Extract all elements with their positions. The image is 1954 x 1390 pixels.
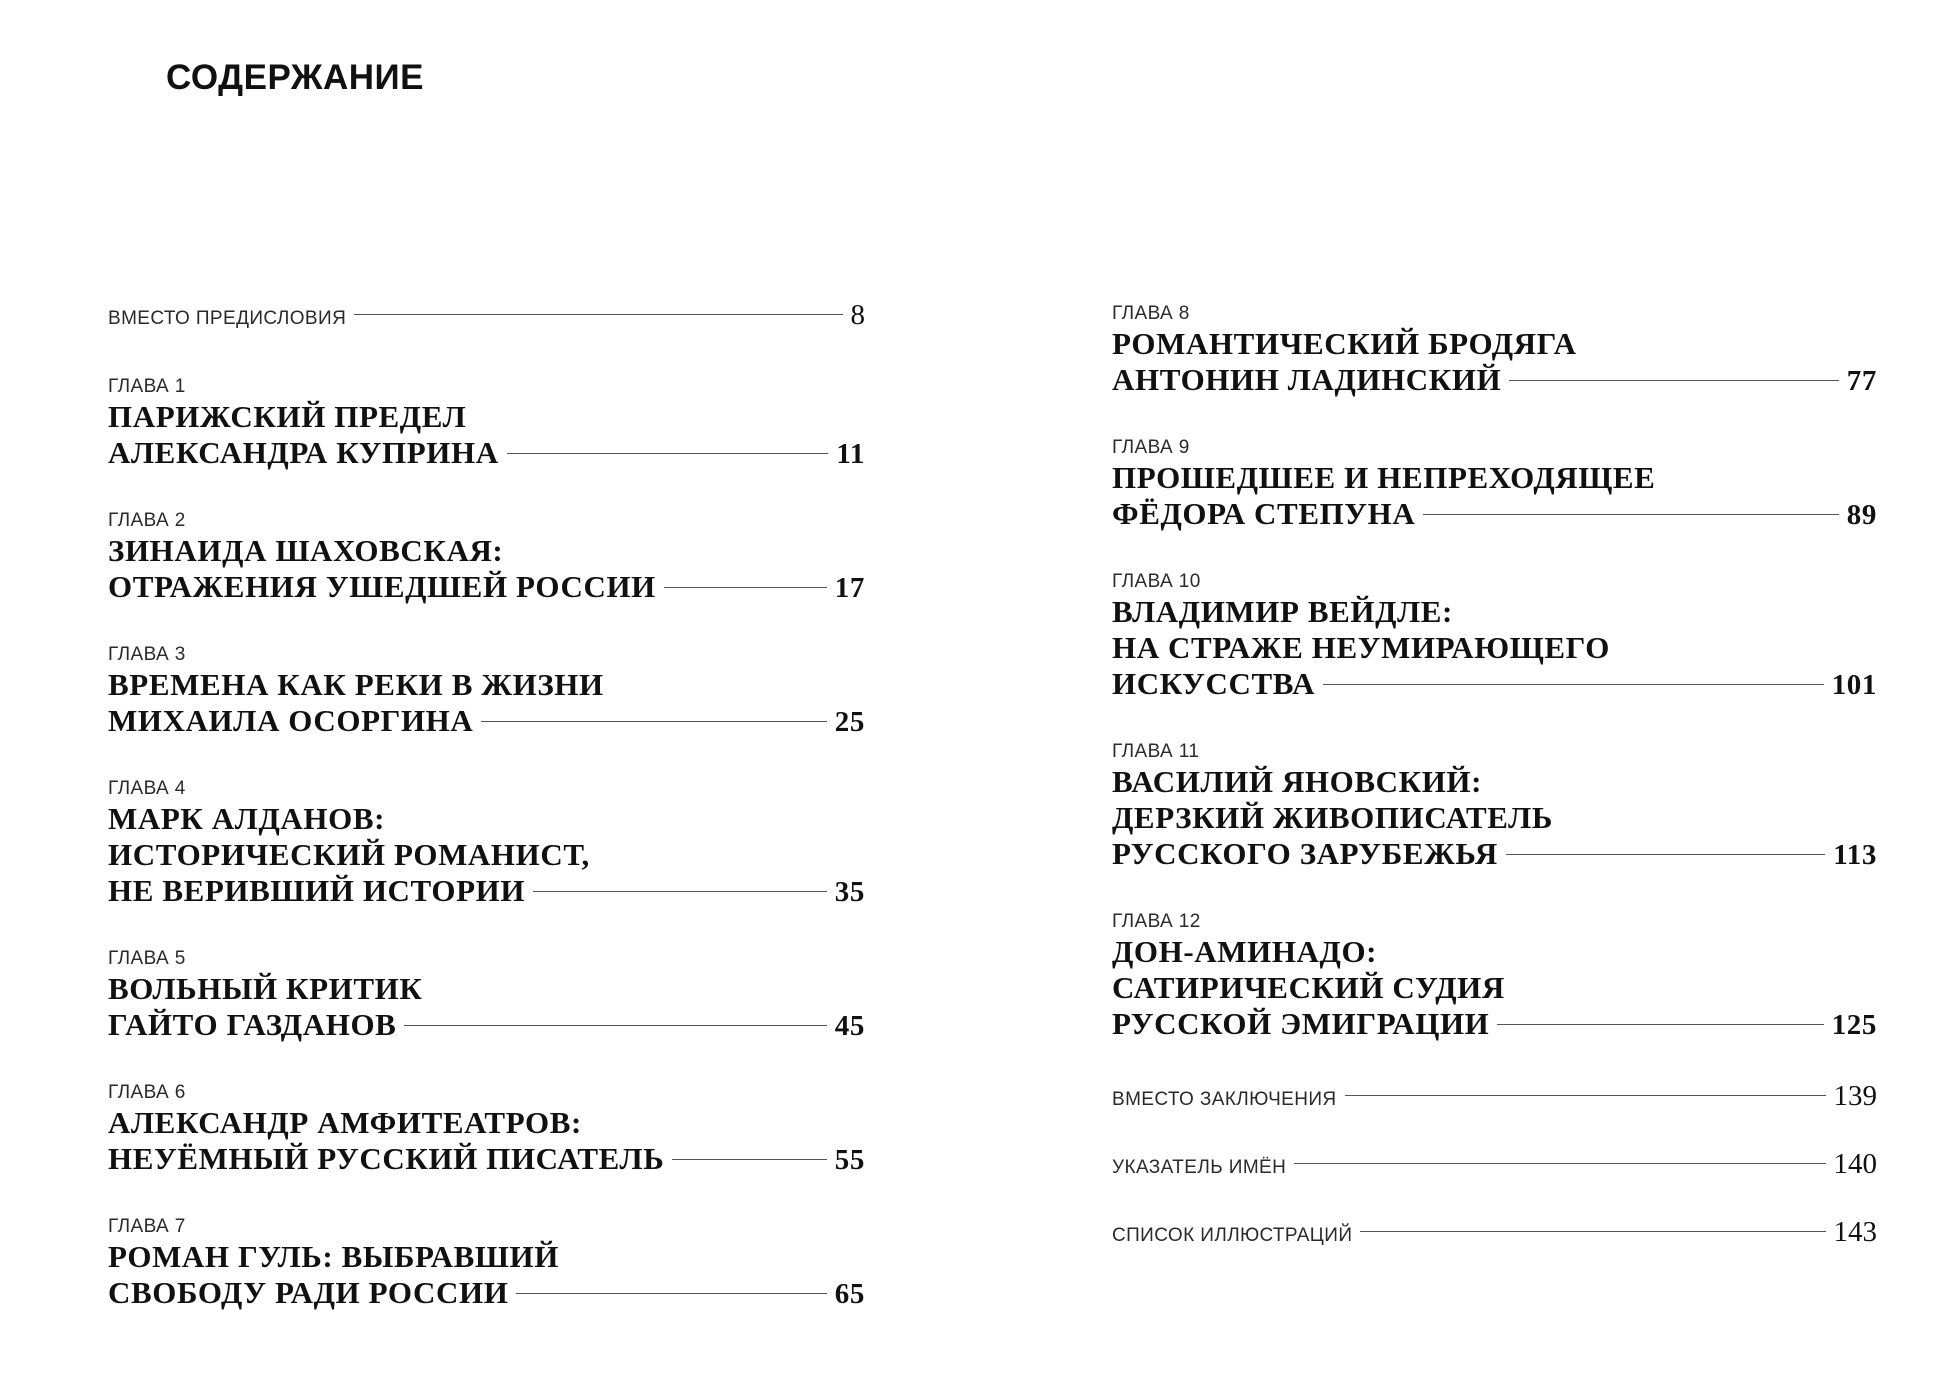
dot-leader <box>481 721 826 722</box>
chapter-number-label: ГЛАВА 9 <box>1112 437 1190 458</box>
toc-right-column <box>1112 302 1877 1284</box>
chapter-title-line <box>1112 460 1877 496</box>
chapter-number-label: ГЛАВА 3 <box>108 644 186 665</box>
toc-entry-chapter[interactable] <box>108 509 865 605</box>
chapter-title-text: СВОБОДУ РАДИ РОССИИ <box>108 1275 509 1310</box>
page-number: 45 <box>834 1010 865 1042</box>
chapter-title-text: ВРЕМЕНА КАК РЕКИ В ЖИЗНИ <box>108 667 604 702</box>
chapter-title-line <box>108 533 865 569</box>
page-number: 55 <box>834 1144 865 1176</box>
toc-entry-chapter[interactable] <box>108 375 865 471</box>
dot-leader <box>1323 684 1824 685</box>
entry-label: СПИСОК ИЛЛЮСТРАЦИЙ <box>1112 1225 1353 1246</box>
page-number: 125 <box>1831 1009 1877 1041</box>
chapter-title-text: РУССКОЙ ЭМИГРАЦИИ <box>1112 1006 1490 1041</box>
chapter-number-label: ГЛАВА 8 <box>1112 303 1190 324</box>
dot-leader <box>672 1159 826 1160</box>
chapter-number-label: ГЛАВА 7 <box>108 1216 186 1237</box>
chapter-title-text: ПРОШЕДШЕЕ И НЕПРЕХОДЯЩЕЕ <box>1112 460 1656 495</box>
left-chapter-list <box>108 375 865 1311</box>
toc-entry-chapter[interactable] <box>108 777 865 909</box>
page-number: 139 <box>1833 1080 1877 1112</box>
page-number: 77 <box>1846 365 1877 397</box>
dot-leader <box>1294 1163 1825 1164</box>
chapter-title-last-line <box>1112 836 1877 872</box>
toc-entry-foreword[interactable] <box>108 299 865 367</box>
chapter-title-line <box>108 399 865 435</box>
chapter-number-label: ГЛАВА 4 <box>108 778 186 799</box>
dot-leader <box>507 453 829 454</box>
chapter-title-last-line <box>1112 362 1877 398</box>
chapter-title-last-line <box>108 873 865 909</box>
dot-leader <box>1423 514 1838 515</box>
chapter-title-last-line <box>1112 666 1877 702</box>
chapter-title-line <box>1112 764 1877 800</box>
page-number: 11 <box>836 438 865 470</box>
chapter-number-label: ГЛАВА 12 <box>1112 911 1201 932</box>
chapter-title-text: ВОЛЬНЫЙ КРИТИК <box>108 971 423 1006</box>
chapter-title-line <box>108 971 865 1007</box>
chapter-title-text: ПАРИЖСКИЙ ПРЕДЕЛ <box>108 399 467 434</box>
chapter-title-text: ГАЙТО ГАЗДАНОВ <box>108 1007 397 1042</box>
dot-leader <box>533 891 827 892</box>
page-number: 25 <box>834 706 865 738</box>
chapter-title-text: НЕУЁМНЫЙ РУССКИЙ ПИСАТЕЛЬ <box>108 1141 665 1176</box>
chapter-title-line <box>1112 594 1877 630</box>
chapter-title-last-line <box>108 1007 865 1043</box>
chapter-number-label: ГЛАВА 10 <box>1112 571 1201 592</box>
chapter-title-text: РОМАН ГУЛЬ: ВЫБРАВШИЙ <box>108 1239 559 1274</box>
dot-leader <box>516 1293 826 1294</box>
page-number: 17 <box>834 572 865 604</box>
chapter-title-text: МАРК АЛДАНОВ: <box>108 801 386 836</box>
page-number: 65 <box>834 1278 865 1310</box>
chapter-title-line <box>1112 800 1877 836</box>
toc-entry-chapter[interactable] <box>1112 910 1877 1042</box>
toc-left-column <box>108 299 865 1349</box>
toc-entry-backmatter[interactable] <box>1112 1216 1877 1284</box>
chapter-title-text: ДОН-АМИНАДО: <box>1112 934 1378 969</box>
dot-leader <box>404 1025 826 1026</box>
chapter-title-text: РУССКОГО ЗАРУБЕЖЬЯ <box>1112 836 1498 871</box>
toc-entry-chapter[interactable] <box>108 947 865 1043</box>
dot-leader <box>354 314 842 315</box>
chapter-title-line <box>1112 630 1877 666</box>
page-number: 8 <box>850 299 865 331</box>
dot-leader <box>1345 1095 1826 1096</box>
chapter-title-text: РОМАНТИЧЕСКИЙ БРОДЯГА <box>1112 326 1577 361</box>
chapter-title-last-line <box>108 703 865 739</box>
page-number: 143 <box>1833 1216 1877 1248</box>
page-number: 89 <box>1846 499 1877 531</box>
chapter-number-label: ГЛАВА 1 <box>108 376 186 397</box>
chapter-number-label: ГЛАВА 11 <box>1112 741 1200 762</box>
toc-entry-backmatter[interactable] <box>1112 1148 1877 1216</box>
chapter-title-line <box>108 667 865 703</box>
chapter-title-text: НЕ ВЕРИВШИЙ ИСТОРИИ <box>108 873 526 908</box>
chapter-title-text: ВАСИЛИЙ ЯНОВСКИЙ: <box>1112 764 1483 799</box>
toc-entry-chapter[interactable] <box>1112 740 1877 872</box>
chapter-title-line <box>108 837 865 873</box>
chapter-number-label: ГЛАВА 2 <box>108 510 186 531</box>
toc-entry-chapter[interactable] <box>108 1081 865 1177</box>
page-number: 140 <box>1833 1148 1877 1180</box>
chapter-title-last-line <box>1112 1006 1877 1042</box>
toc-entry-chapter[interactable] <box>108 1215 865 1311</box>
page-number: 35 <box>834 876 865 908</box>
page-number: 101 <box>1831 669 1877 701</box>
chapter-number-label: ГЛАВА 6 <box>108 1082 186 1103</box>
dot-leader <box>1506 854 1825 855</box>
chapter-title-line <box>108 801 865 837</box>
chapter-title-text: ВЛАДИМИР ВЕЙДЛЕ: <box>1112 594 1453 629</box>
chapter-title-text: АЛЕКСАНДР АМФИТЕАТРОВ: <box>108 1105 582 1140</box>
page-title: СОДЕРЖАНИЕ <box>166 58 425 97</box>
toc-entry-chapter[interactable] <box>1112 436 1877 532</box>
chapter-title-line <box>1112 934 1877 970</box>
entry-label: ВМЕСТО ПРЕДИСЛОВИЯ <box>108 308 347 329</box>
chapter-title-text: ДЕРЗКИЙ ЖИВОПИСАТЕЛЬ <box>1112 800 1553 835</box>
toc-entry-chapter[interactable] <box>1112 302 1877 398</box>
chapter-title-text: ЗИНАИДА ШАХОВСКАЯ: <box>108 533 504 568</box>
chapter-title-text: НА СТРАЖЕ НЕУМИРАЮЩЕГО <box>1112 630 1610 665</box>
toc-entry-backmatter[interactable] <box>1112 1080 1877 1148</box>
chapter-number-label: ГЛАВА 5 <box>108 948 186 969</box>
chapter-title-last-line <box>1112 496 1877 532</box>
toc-entry-chapter[interactable] <box>1112 570 1877 702</box>
right-chapter-list <box>1112 302 1877 1042</box>
chapter-title-line <box>1112 970 1877 1006</box>
entry-label: УКАЗАТЕЛЬ ИМЁН <box>1112 1157 1287 1178</box>
dot-leader <box>664 587 827 588</box>
chapter-title-line <box>1112 326 1877 362</box>
chapter-title-text: ИСКУССТВА <box>1112 666 1316 701</box>
chapter-title-last-line <box>108 569 865 605</box>
dot-leader <box>1360 1231 1825 1232</box>
page-number: 113 <box>1833 839 1877 871</box>
chapter-title-text: МИХАИЛА ОСОРГИНА <box>108 703 474 738</box>
chapter-title-last-line <box>108 1275 865 1311</box>
entry-label: ВМЕСТО ЗАКЛЮЧЕНИЯ <box>1112 1089 1337 1110</box>
chapter-title-text: ОТРАЖЕНИЯ УШЕДШЕЙ РОССИИ <box>108 569 656 604</box>
toc-entry-chapter[interactable] <box>108 643 865 739</box>
chapter-title-text: ИСТОРИЧЕСКИЙ РОМАНИСТ, <box>108 837 590 872</box>
chapter-title-text: САТИРИЧЕСКИЙ СУДИЯ <box>1112 970 1505 1005</box>
chapter-title-text: АЛЕКСАНДРА КУПРИНА <box>108 435 499 470</box>
chapter-title-text: ФЁДОРА СТЕПУНА <box>1112 496 1416 531</box>
chapter-title-line <box>108 1239 865 1275</box>
chapter-title-line <box>108 1105 865 1141</box>
backmatter-list <box>1112 1080 1877 1284</box>
chapter-title-text: АНТОНИН ЛАДИНСКИЙ <box>1112 362 1502 397</box>
dot-leader <box>1497 1024 1823 1025</box>
chapter-title-last-line <box>108 1141 865 1177</box>
dot-leader <box>1509 380 1838 381</box>
chapter-title-last-line <box>108 435 865 471</box>
